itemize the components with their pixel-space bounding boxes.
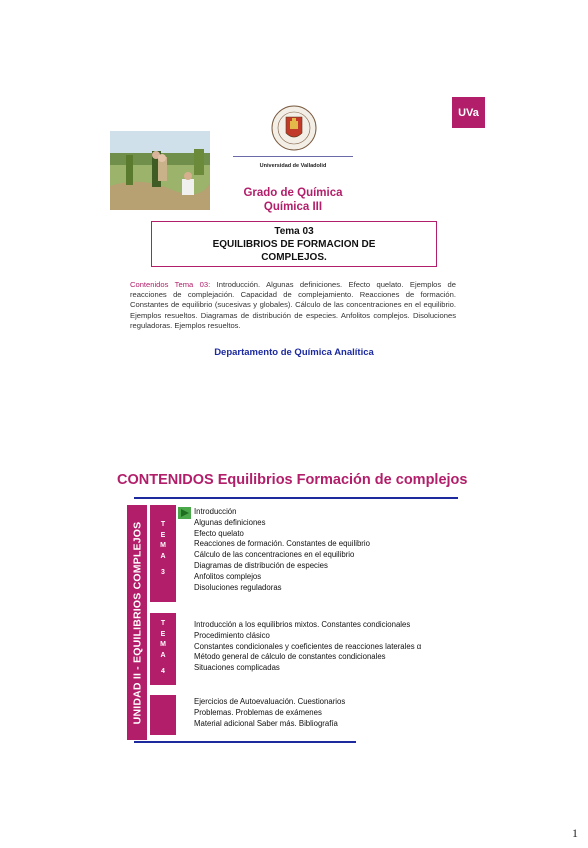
tema3-letter-t: T: [160, 521, 166, 528]
tema3-list: [194, 507, 370, 593]
uva-logo-text: UVa: [458, 106, 479, 119]
subject-label: Química III: [263, 201, 323, 213]
slide2-title: CONTENIDOS Equilibrios Formación de complejos: [117, 472, 468, 488]
grado-label: Grado de Química: [243, 187, 343, 199]
play-arrow-icon[interactable]: [178, 507, 191, 519]
list-item[interactable]: Introducción a los equilibrios mixtos. Constantes condicionales: [194, 620, 411, 629]
tema3-number: 3: [161, 569, 165, 576]
list-item[interactable]: Cálculo de las concentraciones en el equilibrio: [194, 550, 355, 560]
tema-title-line2: COMPLEJOS.: [261, 252, 327, 263]
tema4-letter-m: M: [160, 641, 166, 648]
list-item[interactable]: Reacciones de formación. Constantes de equilibrio: [194, 539, 370, 549]
tema4-number: 4: [161, 668, 165, 675]
university-name: Universidad de Valladolid: [259, 163, 327, 169]
tema-title-line1: EQUILIBRIOS DE FORMACION DE: [212, 239, 376, 250]
list-item[interactable]: Ejercicios de Autoevaluación. Cuestionarios: [194, 697, 346, 706]
list-item[interactable]: Método general de cálculo de constantes condicionales: [194, 652, 386, 662]
unidad-label: UNIDAD II - EQUILIBRIOS COMPLEJOS: [131, 521, 143, 724]
list-item[interactable]: Procedimiento clásico: [194, 630, 270, 640]
tema-label: Tema 03: [274, 226, 314, 237]
department-name: Departamento de Química Analítica: [214, 347, 374, 358]
tema4-letter-a: A: [160, 651, 166, 659]
tema4-column: [150, 613, 176, 685]
slide2-title-rule: [134, 497, 458, 499]
list-item[interactable]: Disoluciones reguladoras: [194, 582, 282, 592]
list-item[interactable]: Introducción: [194, 507, 237, 516]
extras-column: [150, 695, 176, 735]
list-item[interactable]: Efecto quelato: [194, 528, 244, 538]
slide2-bottom-rule: [134, 741, 356, 743]
list-item[interactable]: Problemas. Problemas de exámenes: [194, 707, 322, 717]
list-item[interactable]: Diagramas de distribución de especies: [194, 560, 328, 570]
tema-title-box: [151, 221, 437, 267]
list-item[interactable]: Constantes condicionales y coeficientes de reacciones laterales α: [194, 641, 422, 651]
university-crest: [271, 103, 317, 153]
list-item[interactable]: Anfolitos complejos: [194, 571, 262, 581]
contents-text: Introducción. Algunas definiciones. Efecto quelato. Ejemplos de reacciones de complejación. Capacidad de complejamiento. Reacciones de formación. Constantes de equilibrio (sucesivas y globales). Cálculo de las concentraciones en el equilibrio. Ejemplos resueltos. Diagramas de distribución de especies. Anfolitos complejos. Disoluciones reguladoras. Ejemplos resueltos.: [130, 280, 456, 330]
tema3-letter-e: E: [160, 531, 166, 539]
tema4-letter-t: T: [160, 620, 166, 627]
uva-logo: [452, 97, 485, 128]
course-heading: [188, 186, 398, 214]
tema4-letter-e: E: [160, 630, 166, 638]
tema3-column: [150, 505, 176, 602]
list-item[interactable]: Algunas definiciones: [194, 517, 266, 527]
tema3-letter-m: M: [160, 542, 166, 549]
contents-lead: Contenidos Tema 03:: [130, 280, 211, 289]
tema4-list: [194, 620, 421, 674]
tema3-letter-a: A: [160, 552, 166, 560]
extras-list: [194, 697, 345, 729]
university-rule: [233, 156, 353, 157]
page-number: 1: [572, 826, 578, 840]
list-item[interactable]: Situaciones complicadas: [194, 663, 280, 673]
unidad-label-wrap: [127, 505, 147, 740]
list-item[interactable]: Material adicional Saber más. Bibliografía: [194, 718, 338, 728]
contents-summary: [130, 280, 456, 331]
